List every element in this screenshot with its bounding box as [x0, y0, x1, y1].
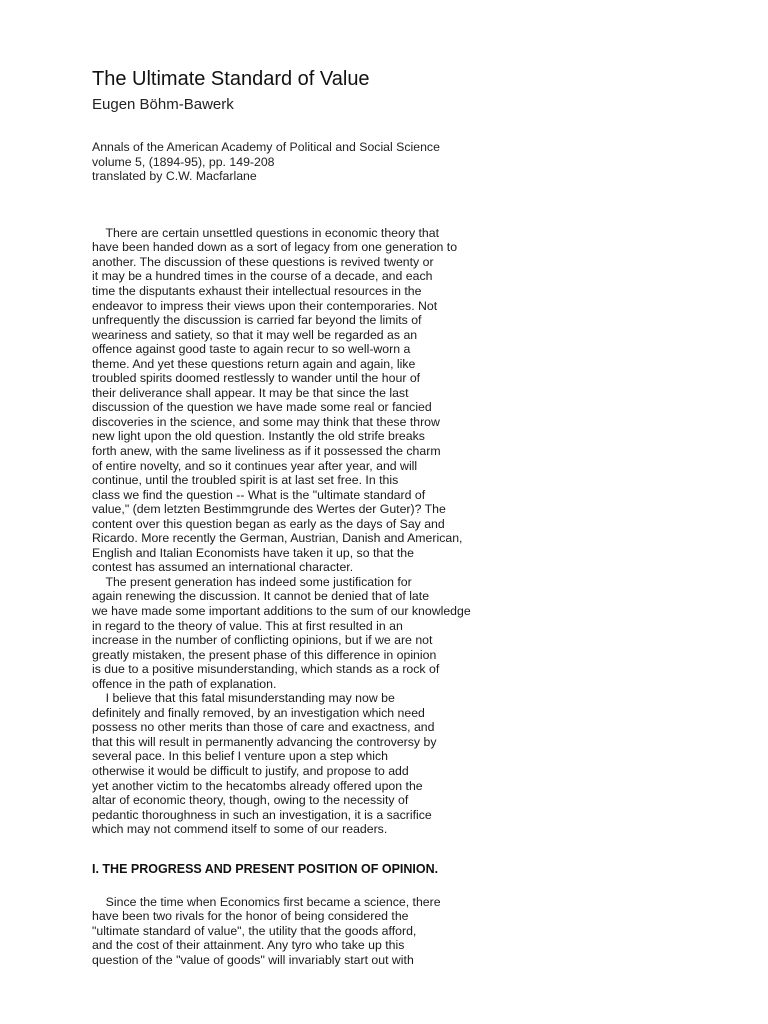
- text-line: is due to a positive misunderstanding, which stands as a rock of: [92, 662, 440, 677]
- text-line: content over this question began as early as the days of Say and: [92, 516, 445, 531]
- text-line: definitely and finally removed, by an investigation which need: [92, 705, 425, 720]
- citation-volume: volume 5, (1894-95), pp. 149-208: [92, 154, 275, 169]
- text-line: forth anew, with the same liveliness as if it possessed the charm: [92, 443, 441, 458]
- document-page: [92, 66, 732, 967]
- text-line: which may not commend itself to some of our readers.: [92, 822, 388, 837]
- text-line: contest has assumed an international character.: [92, 560, 354, 575]
- text-line: There are certain unsettled questions in economic theory that: [92, 225, 440, 240]
- text-line: The present generation has indeed some justification for: [92, 574, 412, 589]
- text-line: unfrequently the discussion is carried far beyond the limits of: [92, 313, 422, 328]
- section-heading: I. THE PROGRESS AND PRESENT POSITION OF OPINION.: [92, 861, 439, 876]
- text-line: we have made some important additions to the sum of our knowledge: [92, 604, 471, 618]
- section-text: [92, 895, 732, 968]
- text-line: I believe that this fatal misunderstanding may now be: [92, 691, 395, 706]
- text-line: another. The discussion of these questions is revived twenty or: [92, 254, 434, 269]
- text-line: yet another victim to the hecatombs already offered upon the: [92, 778, 423, 793]
- document-author: Eugen Böhm-Bawerk: [92, 96, 234, 113]
- text-line: and the cost of their attainment. Any tyro who take up this: [92, 938, 405, 953]
- citation-journal: Annals of the American Academy of Political and Social Science: [92, 140, 440, 154]
- body-text: [92, 226, 732, 837]
- text-line: increase in the number of conflicting opinions, but if we are not: [92, 633, 433, 648]
- text-line: offence against good taste to again recur to so well-worn a: [92, 342, 411, 357]
- text-line: their deliverance shall appear. It may be that since the last: [92, 385, 409, 400]
- text-line: pedantic thoroughness in such an investigation, it is a sacrifice: [92, 807, 432, 822]
- text-line: theme. And yet these questions return again and again, like: [92, 356, 416, 371]
- text-line: "ultimate standard of value", the utility that the goods afford,: [92, 923, 417, 938]
- citation-translator: translated by C.W. Macfarlane: [92, 169, 257, 184]
- text-line: have been handed down as a sort of legacy from one generation to: [92, 240, 458, 255]
- text-line: new light upon the old question. Instantly the old strife breaks: [92, 429, 425, 444]
- text-line: continue, until the troubled spirit is at last set free. In this: [92, 473, 399, 488]
- document-title: The Ultimate Standard of Value: [92, 68, 370, 90]
- text-line: possess no other merits than those of care and exactness, and: [92, 720, 435, 735]
- text-line: several pace. In this belief I venture upon a step which: [92, 749, 388, 764]
- text-line: offence in the path of explanation.: [92, 676, 277, 691]
- text-line: question of the "value of goods" will invariably start out with: [92, 952, 414, 967]
- text-line: troubled spirits doomed restlessly to wander until the hour of: [92, 371, 421, 386]
- text-line: endeavor to impress their views upon their contemporaries. Not: [92, 298, 438, 313]
- text-line: time the disputants exhaust their intellectual resources in the: [92, 283, 422, 298]
- text-line: Since the time when Economics first became a science, there: [92, 894, 441, 909]
- text-line: otherwise it would be difficult to justify, and propose to add: [92, 764, 409, 779]
- text-line: value," (dem letzten Bestimmgrunde des Wertes der Guter)? The: [92, 502, 446, 517]
- text-line: in regard to the theory of value. This at first resulted in an: [92, 618, 403, 633]
- text-line: of entire novelty, and so it continues year after year, and will: [92, 458, 418, 473]
- text-line: it may be a hundred times in the course of a decade, and each: [92, 269, 433, 284]
- text-line: that this will result in permanently advancing the controversy by: [92, 734, 437, 749]
- text-line: weariness and satiety, so that it may well be regarded as an: [92, 327, 418, 342]
- text-line: discussion of the question we have made some real or fancied: [92, 400, 432, 415]
- text-line: greatly mistaken, the present phase of this difference in opinion: [92, 647, 437, 662]
- text-line: have been two rivals for the honor of being considered the: [92, 909, 409, 924]
- text-line: altar of economic theory, though, owing to the necessity of: [92, 793, 409, 808]
- text-line: English and Italian Economists have taken it up, so that the: [92, 545, 414, 560]
- text-line: discoveries in the science, and some may think that these throw: [92, 414, 440, 429]
- citation-block: [92, 140, 732, 184]
- text-line: Ricardo. More recently the German, Austrian, Danish and American,: [92, 531, 463, 546]
- text-line: again renewing the discussion. It cannot be denied that of late: [92, 589, 430, 604]
- text-line: class we find the question -- What is the "ultimate standard of: [92, 487, 426, 502]
